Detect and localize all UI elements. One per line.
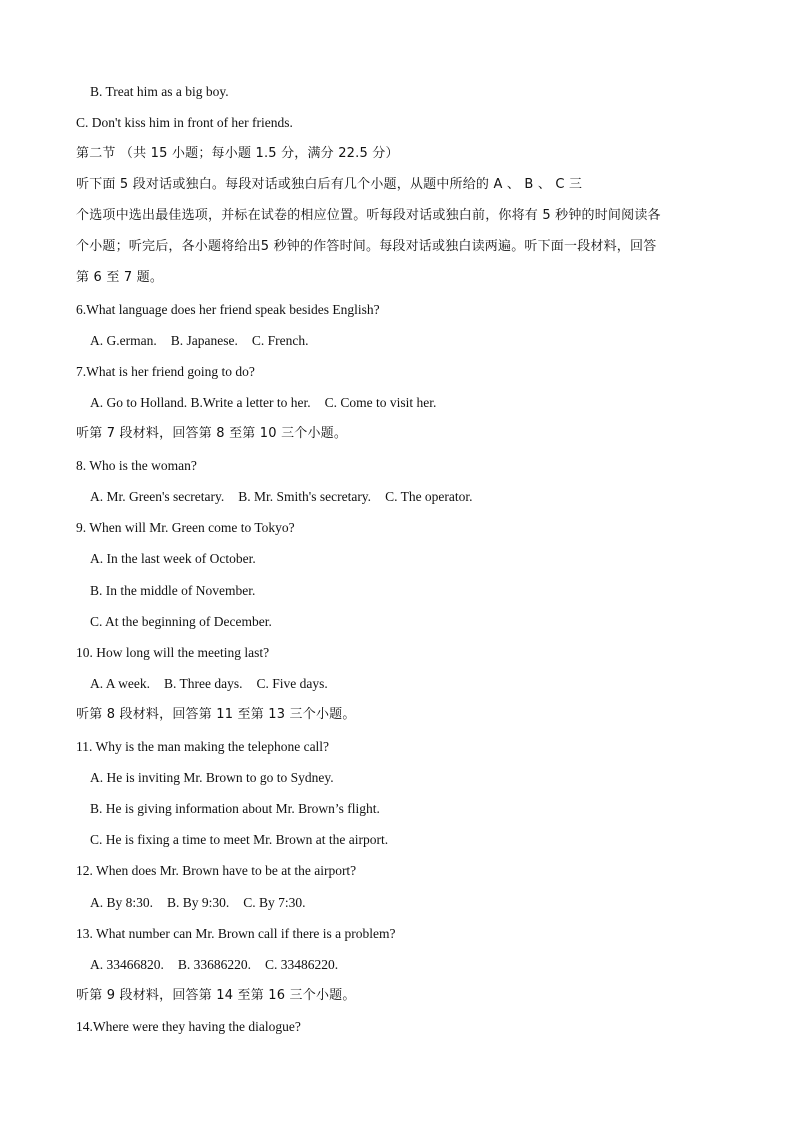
instruction-line: 个选项中选出最佳选项，并标在试卷的相应位置。听每段对话或独白前，你将有 5 秒钟的时间阅读各 xyxy=(76,208,661,223)
option-line: C. Don't kiss him in front of her friends. xyxy=(76,115,293,130)
option-b: B. Three days. xyxy=(164,676,243,691)
question-13-options xyxy=(90,956,338,974)
question-7-options xyxy=(90,394,436,412)
option-a: A. By 8:30. xyxy=(90,895,154,910)
option-b: B. By 9:30. xyxy=(167,895,230,910)
option-b: B. Japanese. xyxy=(170,333,238,348)
option-b: B. 33686220. xyxy=(177,957,252,972)
question-6-options xyxy=(90,332,308,350)
section-heading: 第二节 （共 15 小题；每小题 1.5 分，满分 22.5 分） xyxy=(76,146,399,161)
option-b: B. He is giving information about Mr. Brown’s flight. xyxy=(90,801,380,816)
option-c: C. By 7:30. xyxy=(243,895,306,910)
section-instruction: 听第 8 段材料，回答第 11 至第 13 三个小题。 xyxy=(76,707,356,722)
option-c: C. At the beginning of December. xyxy=(90,614,272,629)
option-a: A. A week. xyxy=(90,676,150,691)
question-10-options xyxy=(90,675,328,693)
option-b: B.Write a letter to her. xyxy=(190,395,311,410)
option-a: A. G.erman. xyxy=(90,333,157,348)
question-11: 11. Why is the man making the telephone call? xyxy=(76,739,330,754)
instruction-line: 听下面 5 段对话或独白。每段对话或独白后有几个小题，从题中所给的 A 、 B 、 C 三 xyxy=(76,177,583,192)
option-c: C. 33486220. xyxy=(265,957,339,972)
question-13: 13. What number can Mr. Brown call if there is a problem? xyxy=(76,926,396,941)
question-7: 7.What is her friend going to do? xyxy=(76,364,255,379)
section-instruction: 听第 7 段材料，回答第 8 至第 10 三个小题。 xyxy=(76,426,348,441)
instruction-line: 第 6 至 7 题。 xyxy=(76,270,164,285)
option-b: B. In the middle of November. xyxy=(90,583,256,598)
option-c: C. Five days. xyxy=(256,676,328,691)
option-a: A. 33466820. xyxy=(90,957,164,972)
option-a: A. In the last week of October. xyxy=(90,551,256,566)
question-10: 10. How long will the meeting last? xyxy=(76,645,270,660)
instruction-line: 个小题；听完后，各小题将给出5 秒钟的作答时间。每段对话或独白读两遍。听下面一段材料，回答 xyxy=(76,239,657,254)
option-c: C. French. xyxy=(251,333,309,348)
option-c: C. Come to visit her. xyxy=(324,395,437,410)
question-8-options xyxy=(90,488,473,506)
question-6: 6.What language does her friend speak besides English? xyxy=(76,302,380,317)
section-instruction: 听第 9 段材料，回答第 14 至第 16 三个小题。 xyxy=(76,988,356,1003)
option-a: A. Mr. Green's secretary. xyxy=(90,489,225,504)
question-9: 9. When will Mr. Green come to Tokyo? xyxy=(76,520,295,535)
option-line: B. Treat him as a big boy. xyxy=(90,84,229,99)
question-12: 12. When does Mr. Brown have to be at the airport? xyxy=(76,863,357,878)
option-a: A. Go to Holland. xyxy=(90,395,188,410)
question-8: 8. Who is the woman? xyxy=(76,458,197,473)
question-12-options xyxy=(90,894,306,912)
option-c: C. The operator. xyxy=(385,489,473,504)
option-c: C. He is fixing a time to meet Mr. Brown at the airport. xyxy=(90,832,389,847)
option-a: A. He is inviting Mr. Brown to go to Sydney. xyxy=(90,770,334,785)
option-b: B. Mr. Smith's secretary. xyxy=(238,489,372,504)
question-14: 14.Where were they having the dialogue? xyxy=(76,1019,301,1034)
